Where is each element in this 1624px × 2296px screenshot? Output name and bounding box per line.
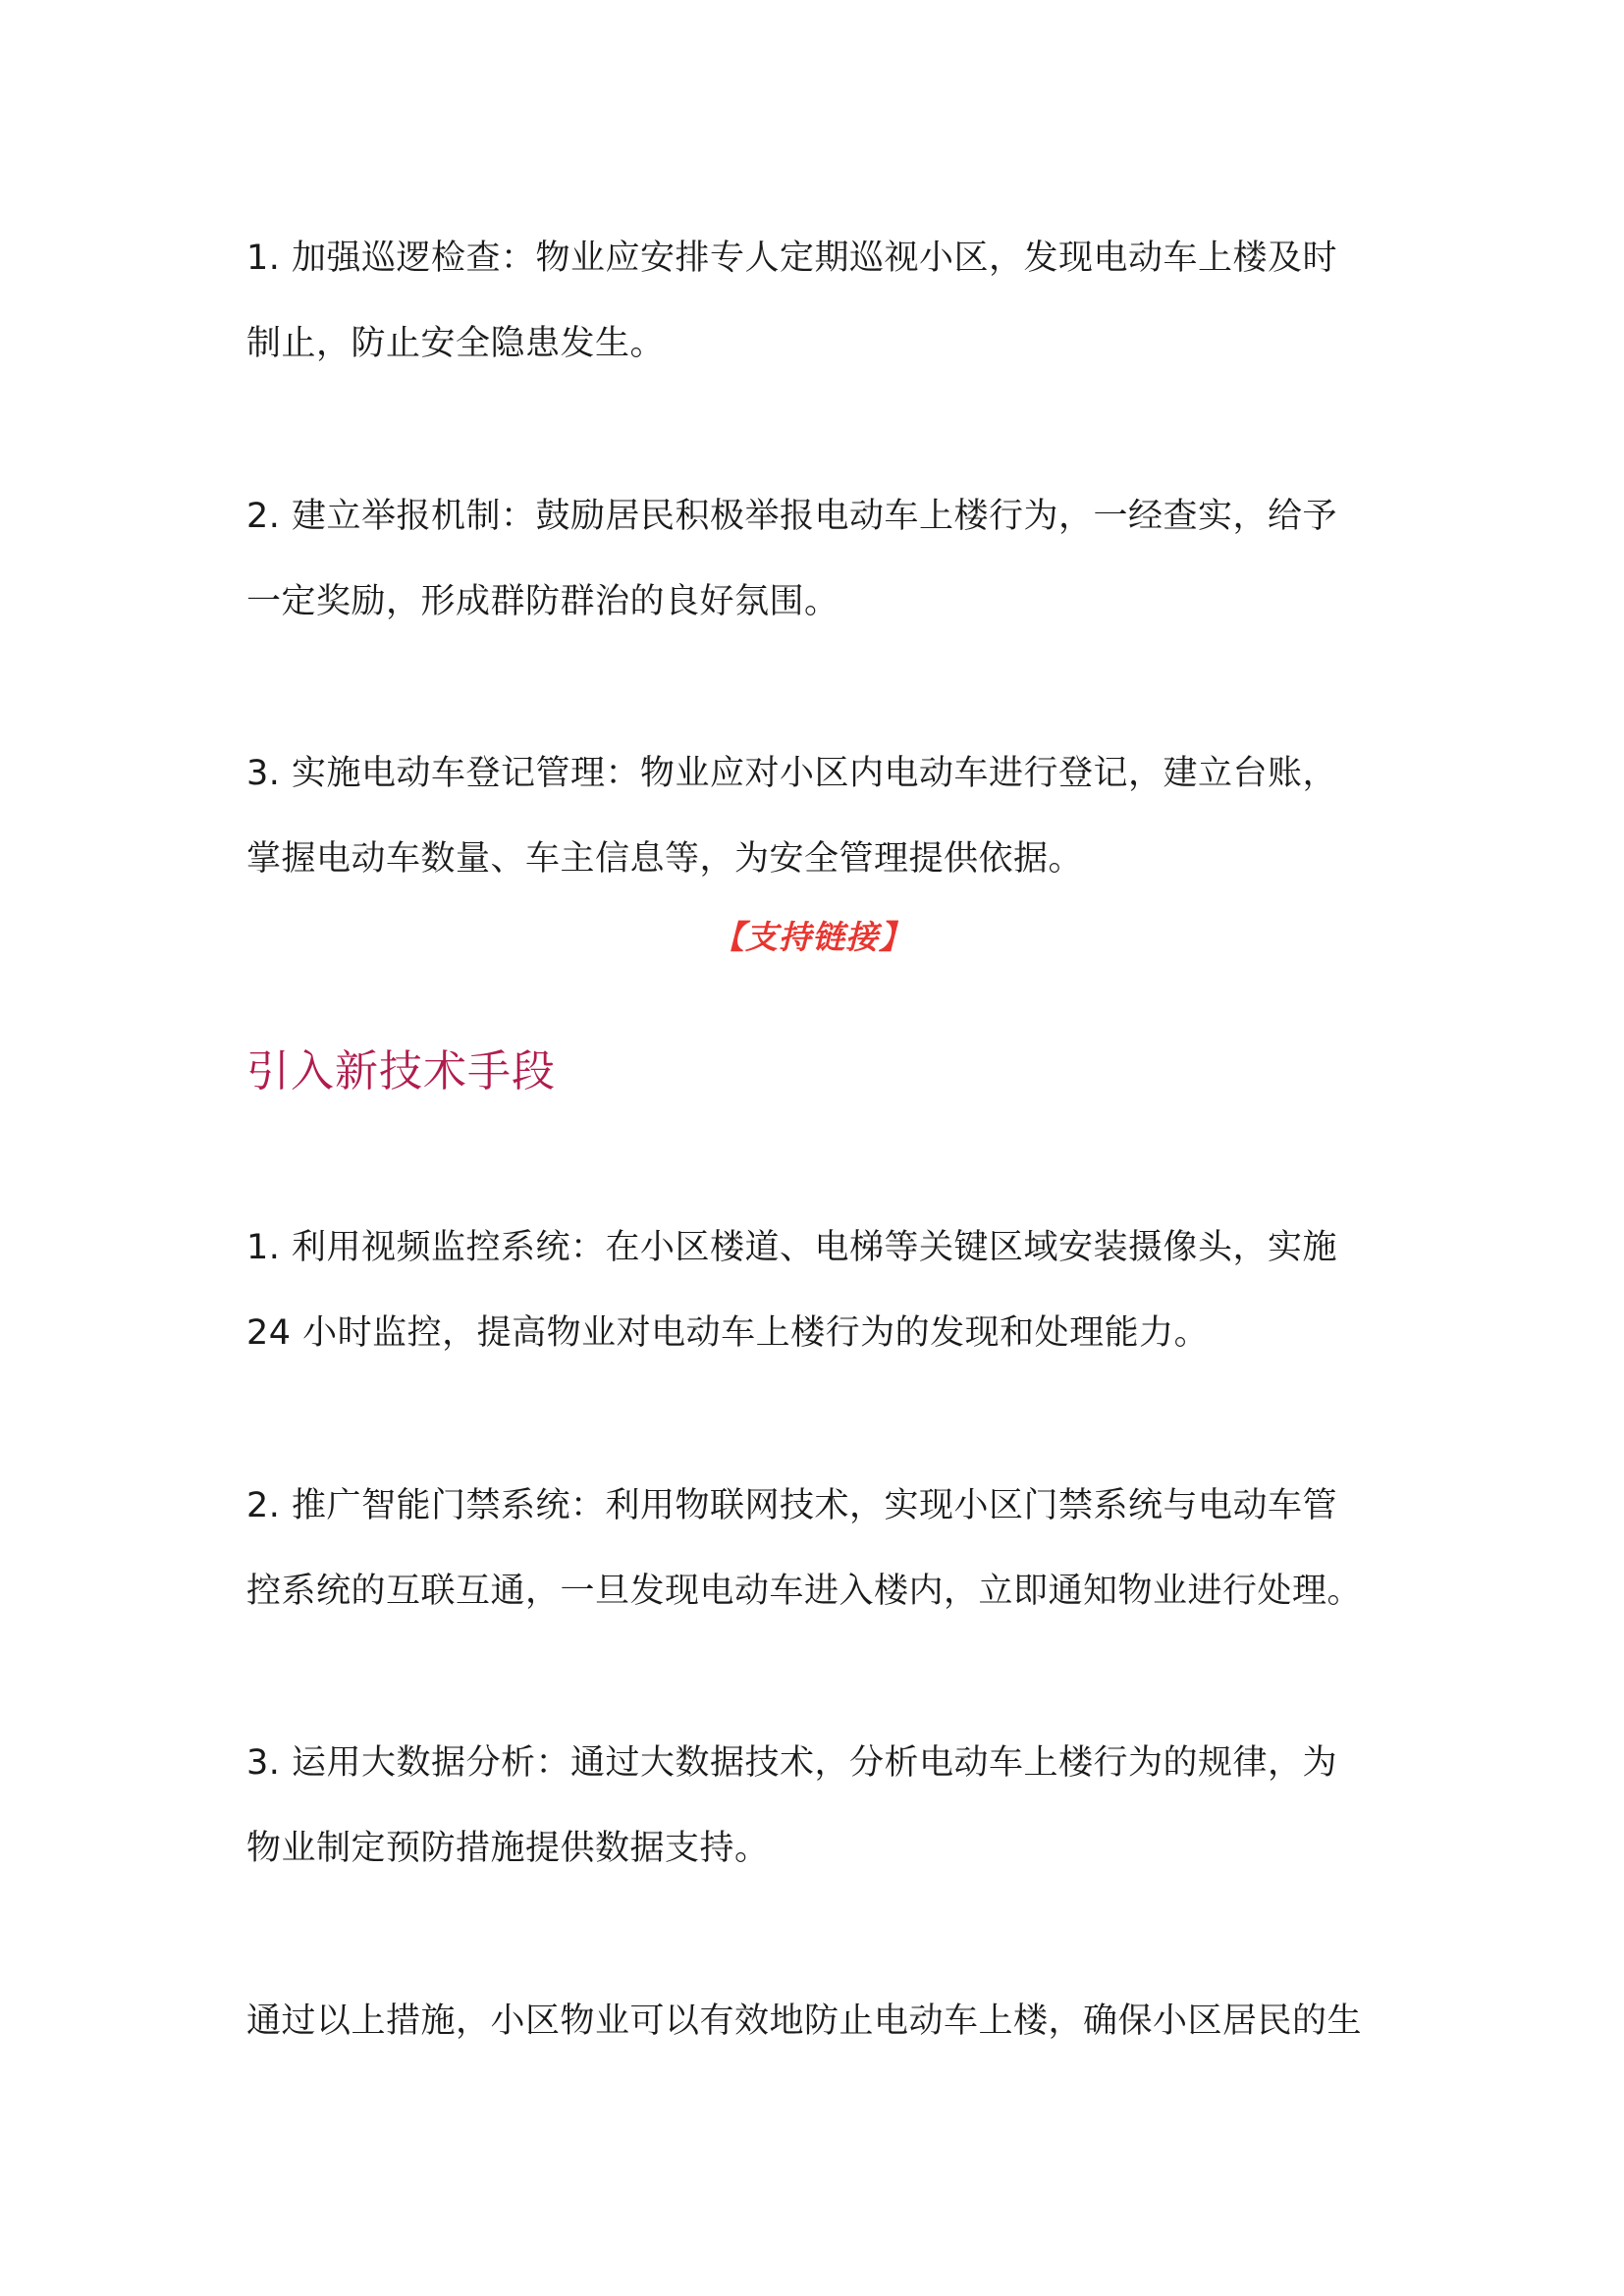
paragraph-line: 掌握电动车数量、车主信息等，为安全管理提供依据。 [246, 839, 1084, 879]
tech-item-3 [246, 1721, 1385, 1892]
paragraph-line: 24 小时监控，提高物业对电动车上楼行为的发现和处理能力。 [246, 1313, 1210, 1353]
management-item-2 [246, 474, 1385, 645]
management-item-1 [246, 216, 1385, 387]
paragraph-line: 通过以上措施，小区物业可以有效地防止电动车上楼，确保小区居民的生 [246, 2002, 1363, 2041]
support-link[interactable]: 【支持链接】 [712, 918, 912, 956]
paragraph-line: 1. 利用视频监控系统：在小区楼道、电梯等关键区域安装摄像头，实施 [246, 1228, 1338, 1267]
conclusion-paragraph [246, 1979, 1385, 2064]
paragraph-line: 2. 建立举报机制：鼓励居民积极举报电动车上楼行为，一经查实，给予 [246, 497, 1338, 536]
paragraph-line: 制止，防止安全隐患发生。 [246, 324, 666, 363]
tech-item-1 [246, 1205, 1385, 1376]
management-item-3 [246, 731, 1385, 902]
paragraph-line: 控系统的互联互通，一旦发现电动车进入楼内，立即通知物业进行处理。 [246, 1572, 1363, 1611]
section-heading: 引入新技术手段 [246, 1046, 556, 1096]
tech-item-2 [246, 1464, 1385, 1634]
paragraph-line: 物业制定预防措施提供数据支持。 [246, 1829, 770, 1868]
paragraph-line: 1. 加强巡逻检查：物业应安排专人定期巡视小区，发现电动车上楼及时 [246, 239, 1338, 278]
paragraph-line: 一定奖励，形成群防群治的良好氛围。 [246, 582, 839, 621]
paragraph-line: 3. 运用大数据分析：通过大数据技术，分析电动车上楼行为的规律，为 [246, 1743, 1338, 1783]
paragraph-line: 2. 推广智能门禁系统：利用物联网技术，实现小区门禁系统与电动车管 [246, 1486, 1338, 1525]
paragraph-line: 3. 实施电动车登记管理：物业应对小区内电动车进行登记，建立台账， [246, 754, 1338, 793]
